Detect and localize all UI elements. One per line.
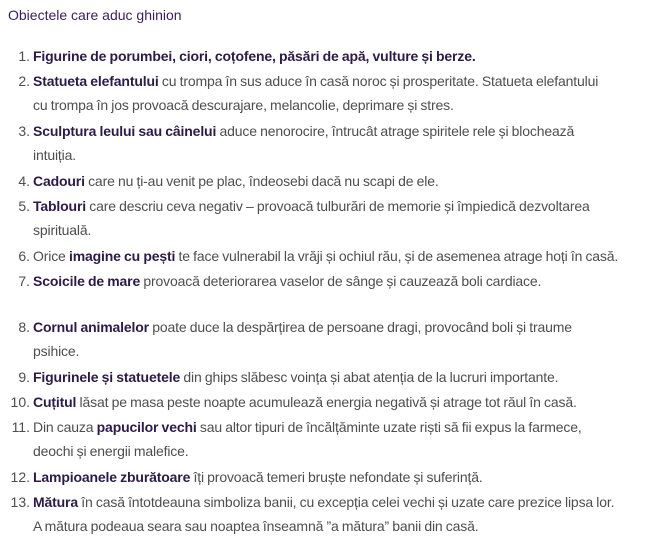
text-line [33,93,645,117]
text-run: lăsat pe masa peste noapte acumulează energia negativă și atrage tot răul în casă. [76,394,577,410]
bold-phrase: Cuțitul [33,394,77,410]
list-item-number: 12. [10,469,30,485]
text-line [33,390,645,414]
text-run: Din cauza [33,419,97,435]
list-item-text [33,415,645,463]
text-line [33,169,645,193]
text-line [33,44,645,68]
text-line [33,465,645,489]
text-line [33,315,645,339]
text-line [33,269,645,293]
text-run: aduce nenorocire, întrucât atrage spiritele rele și blochează [216,123,575,139]
text-line [33,439,645,463]
list-item-number: 1. [18,48,30,64]
text-line [33,119,645,143]
bold-phrase: Lampioanele zburătoare [33,469,191,485]
list-item-number: 6. [18,248,30,264]
text-line [33,143,645,167]
bold-phrase: Scoicile de mare [33,273,141,289]
list-item-text [33,465,645,489]
bold-phrase: Tablouri [33,198,86,214]
list-item-number: 8. [18,319,30,335]
list-item-text [33,244,645,268]
list-item-text [33,194,645,242]
list-item-text [33,315,645,363]
text-run: cu trompa în sus aduce în casă noroc și prosperitate. Statueta elefantului [158,73,599,89]
text-line [33,218,645,242]
list-item-number: 9. [18,369,30,385]
text-line [33,514,645,538]
list-item-text [33,390,645,414]
text-run: Orice [33,248,69,264]
text-run: provoacă deteriorarea vaselor de sânge și cauzează boli cardiace. [140,273,542,289]
list-item-text [33,269,645,293]
list-item-number: 5. [18,198,30,214]
text-run: din ghips slăbesc voința și abat atenția de la lucruri importante. [180,369,559,385]
text-run: sau altor tipuri de încălțăminte uzate riști să fii expus la farmece, [196,419,582,435]
list-item-text [33,44,645,68]
text-run: îți provoacă temeri bruște nefondate și suferință. [190,469,483,485]
text-run: psihice. [33,343,80,359]
text-line [33,194,645,218]
text-line [33,244,645,268]
bold-phrase: papucilor vechi [96,419,197,435]
text-run: care descriu ceva negativ – provoacă tulburări de memorie și împiedică dezvoltarea [85,198,590,214]
text-run: A mătura podeaua seara sau noaptea înseamnă ”a mătura” banii din casă. [33,518,479,534]
list-item-number: 13. [10,494,30,510]
list-item-number: 2. [18,73,30,89]
text-run: deochi și energii malefice. [33,443,189,459]
text-line [33,490,645,514]
bold-phrase: imagine cu pești [68,248,176,264]
bold-phrase: Statueta elefantului [33,73,159,89]
page-title: Obiectele care aduc ghinion [8,7,182,23]
text-run: intuiția. [33,147,77,163]
text-run: care nu ți-au venit pe plac, îndeosebi dacă nu scapi de ele. [84,173,439,189]
text-line [33,69,645,93]
bold-phrase: Figurinele și statuetele [33,369,181,385]
list-item-number: 11. [11,419,30,435]
bold-phrase: Sculptura leului sau câinelui [33,123,217,139]
text-line [33,415,645,439]
text-run: în casă întotdeauna simboliza banii, cu excepția celei vechi și uzate care prezice lipsa lor. [78,494,615,510]
list-item-text [33,69,645,117]
list-item-number: 10. [10,394,30,410]
list-item-text [33,119,645,167]
list-item-text [33,490,645,538]
text-run: spirituală. [33,222,92,238]
text-run: te face vulnerabil la vrăji și ochiul rău, și de asemenea atrage hoți în casă. [175,248,619,264]
text-line [33,365,645,389]
text-run: cu trompa în jos provoacă descurajare, melancolie, deprimare și stres. [33,97,454,113]
text-line [33,339,645,363]
list-item-number: 7. [18,273,30,289]
bold-phrase: Cornul animalelor [33,319,149,335]
text-run: poate duce la despărțirea de persoane dragi, provocând boli și traume [148,319,572,335]
bold-phrase: Figurine de porumbei, ciori, coțofene, păsări de apă, vulture și berze. [33,48,476,64]
bold-phrase: Cadouri [33,173,85,189]
list-item-text [33,169,645,193]
list-item-text [33,365,645,389]
list-item-number: 3. [18,123,30,139]
bold-phrase: Mătura [33,494,78,510]
list-item-number: 4. [18,173,30,189]
